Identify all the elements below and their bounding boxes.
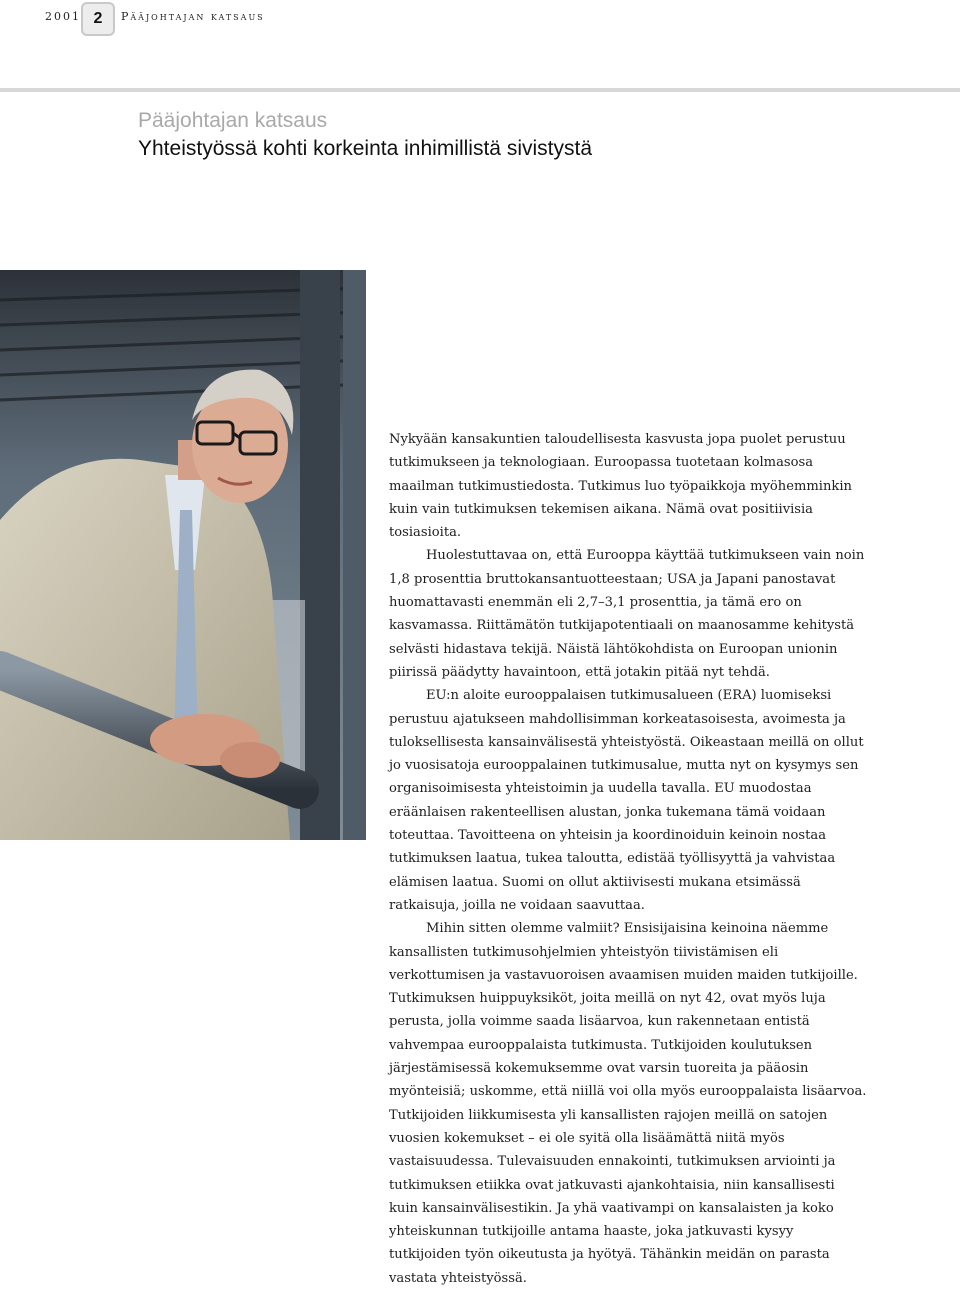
page-number-badge: 2 — [81, 2, 115, 36]
article-paragraph: EU:n aloite eurooppalaisen tutkimusalueen (ERA) luomiseksi perustuu ajatukseen mahdollisimman korkeatasoisesta, avoimesta ja tuloksellisesta kansainvälisestä yhteistyöstä. Oikeastaan meillä on ollut jo vuosisatoja eurooppalainen tutkimusalue, mutta nyt on kysymys sen organisoimisesta yhteistoimin ja uudella tavalla. EU muodostaa eräänlaisen rakenteellisen alustan, jonka tukemana tämä voidaan toteuttaa. Tavoitteena on yhteisin ja koordinoiduin keinoin nostaa tutkimuksen laatua, tukea taloutta, edistää työllisyyttä ja vahvistaa elämisen laatua. Suomi on ollut aktiivisesti mukana etsimässä ratkaisuja, joilla ne voidaan saavuttaa. — [389, 688, 864, 913]
portrait-photo — [0, 270, 366, 840]
header-section-title: Pääjohtajan katsaus — [121, 10, 265, 23]
portrait-illustration — [0, 270, 366, 840]
article-kicker: Pääjohtajan katsaus — [138, 109, 328, 132]
article-paragraph: Huolestuttavaa on, että Eurooppa käyttää tutkimukseen vain noin 1,8 prosenttia bruttokansantuotteestaan; USA ja Japani panostavat huomattavasti enemmän eli 2,7–3,1 prosenttia, ja tämä ero on kasvamassa. Riittämätön tutkijapotentiaali on maanosamme kehitystä selvästi hidastava tekijä. Näistä lähtökohdista on Euroopan unionin piirissä päädytty havaintoon, että jotakin pitää nyt tehdä. — [389, 548, 865, 680]
article-paragraph: Mihin sitten olemme valmiit? Ensisijaisina keinoina näemme kansallisten tutkimusohjelmien yhteistyön tiivistämisen eli verkottumisen ja vastavuoroisen avaamisen muiden maiden tutkijoille. Tutkimuksen huippuyksiköt, joita meillä on nyt 42, ovat myös luja perusta, jolla voimme saada lisäarvoa, kun rakennetaan entistä vahvempaa eurooppalaista tutkimusta. Tutkijoiden koulutuksen järjestämisessä kokemuksemme ovat varsin tuoreita ja pääosin myönteisiä; uskomme, että niillä voi olla myös eurooppalaista lisäarvoa. Tutkijoiden liikkumisesta yli kansallisten rajojen meillä on satojen vuosien kokemukset – ei ole syitä olla lisäämättä niitä myös vastaisuudessa. Tulevaisuuden ennakointi, tutkimuksen arviointi ja tutkimuksen etiikka ovat jatkuvasti ajankohtaisia, niin kansallisesti kuin kansainvälisestikin. Ja yhä vaativampi on kansalaisten ja koko yhteiskunnan tutkijoille antama haaste, joka jatkuvasti kysyy tutkijoiden työn oikeutusta ja hyötyä. Tähänkin meidän on parasta vastata yhteistyössä. — [389, 921, 867, 1286]
article-paragraph: Nykyään kansakuntien taloudellisesta kasvusta jopa puolet perustuu tutkimukseen ja teknologiaan. Euroopassa tuotetaan kolmasosa maailman tutkimustiedosta. Tutkimus luo työpaikkoja myöhemminkin kuin vain tutkimuksen tekemisen aikana. Nämä ovat positiivisia tosiasioita. — [389, 432, 852, 541]
page-header — [0, 0, 960, 40]
article-body — [389, 428, 867, 1290]
header-year: 2001 — [45, 10, 81, 23]
article-headline: Yhteistyössä kohti korkeinta inhimillistä sivistystä — [138, 137, 593, 160]
header-divider — [0, 88, 960, 92]
